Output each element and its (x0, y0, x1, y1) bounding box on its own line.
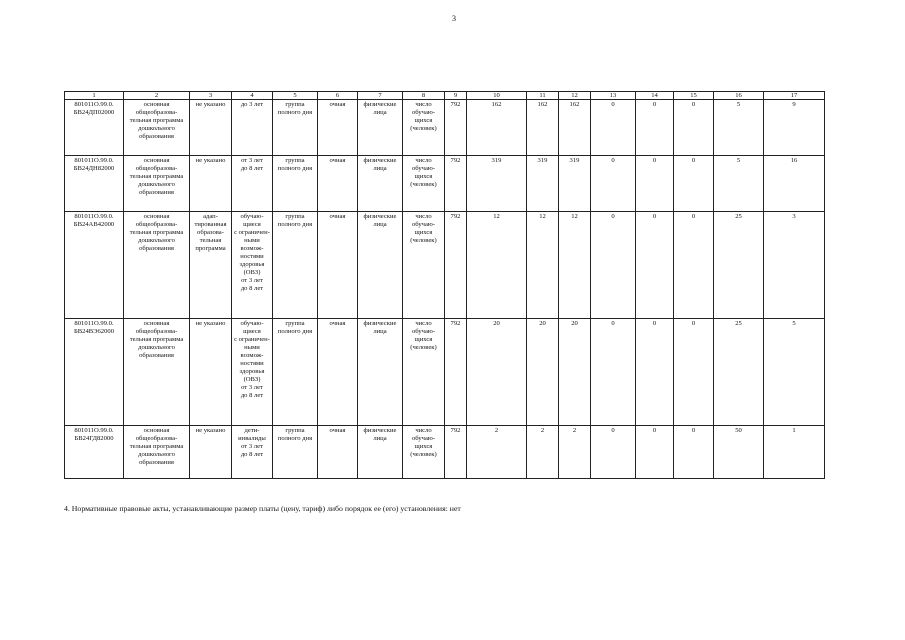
table-cell: 3 (764, 212, 825, 319)
column-header: 3 (190, 92, 232, 100)
table-cell: обучаю- щиеся с ограничен- ными возмож- ностями здоровья (ОВЗ) от 3 лет до 8 лет (232, 212, 273, 319)
table-cell: 0 (591, 100, 636, 156)
table-cell: 20 (467, 319, 527, 426)
table-cell: 0 (636, 100, 674, 156)
table-cell: 801011О.99.0. БВ24ДП02000 (65, 100, 124, 156)
table-cell: группа полного дня (273, 426, 318, 479)
table-cell: 0 (636, 156, 674, 212)
table-cell: 25 (714, 319, 764, 426)
column-header: 11 (527, 92, 559, 100)
table-cell: 792 (445, 100, 467, 156)
table-cell: 801011О.99.0. БВ24ВЭ62000 (65, 319, 124, 426)
table-cell: обучаю- щиеся с ограничен- ными возмож- ностями здоровья (ОВЗ) от 3 лет до 8 лет (232, 319, 273, 426)
table-cell: 0 (674, 100, 714, 156)
column-header: 6 (318, 92, 358, 100)
table-cell: 0 (674, 319, 714, 426)
table-cell: 0 (674, 426, 714, 479)
table-cell: до 3 лет (232, 100, 273, 156)
table-cell: адап- тированная образова- тельная программа (190, 212, 232, 319)
table-cell: очная (318, 156, 358, 212)
table-cell: 0 (636, 426, 674, 479)
table-row (65, 319, 825, 426)
table-cell: 792 (445, 426, 467, 479)
column-header: 2 (124, 92, 190, 100)
table-cell: физические лица (358, 426, 403, 479)
table-cell: 0 (591, 319, 636, 426)
table-cell: не указано (190, 319, 232, 426)
table-cell: число обучаю- щихся (человек) (403, 212, 445, 319)
table-cell: 792 (445, 212, 467, 319)
table-cell: 20 (559, 319, 591, 426)
table-cell: 792 (445, 319, 467, 426)
table-cell: группа полного дня (273, 319, 318, 426)
column-header: 9 (445, 92, 467, 100)
table-cell: 12 (467, 212, 527, 319)
table-cell: 0 (674, 156, 714, 212)
table-cell: 2 (559, 426, 591, 479)
table-cell: 0 (636, 212, 674, 319)
table-cell: группа полного дня (273, 156, 318, 212)
table-cell: 9 (764, 100, 825, 156)
table-cell: не указано (190, 100, 232, 156)
table-cell: 16 (764, 156, 825, 212)
table-cell: от 3 лет до 8 лет (232, 156, 273, 212)
column-header: 1 (65, 92, 124, 100)
table-cell: число обучаю- щихся (человек) (403, 319, 445, 426)
table-cell: 12 (559, 212, 591, 319)
column-header: 15 (674, 92, 714, 100)
column-header: 8 (403, 92, 445, 100)
table-cell: число обучаю- щихся (человек) (403, 426, 445, 479)
table-cell: физические лица (358, 319, 403, 426)
table-cell: 2 (467, 426, 527, 479)
table-cell: основная общеобразова- тельная программа дошкольного образования (124, 426, 190, 479)
table-cell: 5 (764, 319, 825, 426)
table-cell: 801011О.99.0. БВ24АВ42000 (65, 212, 124, 319)
table-cell: 25 (714, 212, 764, 319)
table-cell: очная (318, 426, 358, 479)
table-cell: 162 (527, 100, 559, 156)
table-cell: число обучаю- щихся (человек) (403, 156, 445, 212)
table-cell: 0 (674, 212, 714, 319)
table-row (65, 100, 825, 156)
column-header: 4 (232, 92, 273, 100)
table-cell: основная общеобразова- тельная программа дошкольного образования (124, 319, 190, 426)
table-cell: физические лица (358, 100, 403, 156)
column-header: 13 (591, 92, 636, 100)
column-header: 17 (764, 92, 825, 100)
table-cell: 319 (467, 156, 527, 212)
table-cell: очная (318, 100, 358, 156)
page-number: 3 (452, 14, 456, 23)
table-cell: 5 (714, 156, 764, 212)
table-cell: 0 (591, 156, 636, 212)
services-table (64, 91, 825, 479)
table-cell: 792 (445, 156, 467, 212)
table-cell: 162 (559, 100, 591, 156)
column-header: 16 (714, 92, 764, 100)
table-cell: 0 (636, 319, 674, 426)
table-cell: не указано (190, 156, 232, 212)
header-row (65, 92, 825, 100)
column-header: 7 (358, 92, 403, 100)
column-header: 14 (636, 92, 674, 100)
table-cell: 0 (591, 212, 636, 319)
table-row (65, 156, 825, 212)
column-header: 5 (273, 92, 318, 100)
table-cell: основная общеобразова- тельная программа дошкольного образования (124, 156, 190, 212)
table-cell: группа полного дня (273, 100, 318, 156)
table-cell: не указано (190, 426, 232, 479)
table-cell: очная (318, 212, 358, 319)
table-cell: 2 (527, 426, 559, 479)
table-cell: 801011О.99.0. БВ24ГД82000 (65, 426, 124, 479)
table-cell: число обучаю- щихся (человек) (403, 100, 445, 156)
table-cell: 162 (467, 100, 527, 156)
table-cell: 0 (591, 426, 636, 479)
table-cell: 319 (559, 156, 591, 212)
table-cell: 20 (527, 319, 559, 426)
table-cell: 319 (527, 156, 559, 212)
table-cell: физические лица (358, 212, 403, 319)
regulatory-acts-note: 4. Нормативные правовые акты, устанавливающие размер платы (цену, тариф) либо порядок ее (его) установления: нет (64, 504, 461, 513)
table-cell: группа полного дня (273, 212, 318, 319)
table-row (65, 426, 825, 479)
table-row (65, 212, 825, 319)
table-cell: физические лица (358, 156, 403, 212)
table-cell: 1 (764, 426, 825, 479)
table-cell: 5 (714, 100, 764, 156)
table-cell: основная общеобразова- тельная программа дошкольного образования (124, 212, 190, 319)
table-cell: 801011О.99.0. БВ24ДН82000 (65, 156, 124, 212)
table-cell: очная (318, 319, 358, 426)
table-cell: дети- инвалиды от 3 лет до 8 лет (232, 426, 273, 479)
column-header: 12 (559, 92, 591, 100)
table-cell: 50 (714, 426, 764, 479)
table-cell: основная общеобразова- тельная программа дошкольного образования (124, 100, 190, 156)
table-cell: 12 (527, 212, 559, 319)
column-header: 10 (467, 92, 527, 100)
